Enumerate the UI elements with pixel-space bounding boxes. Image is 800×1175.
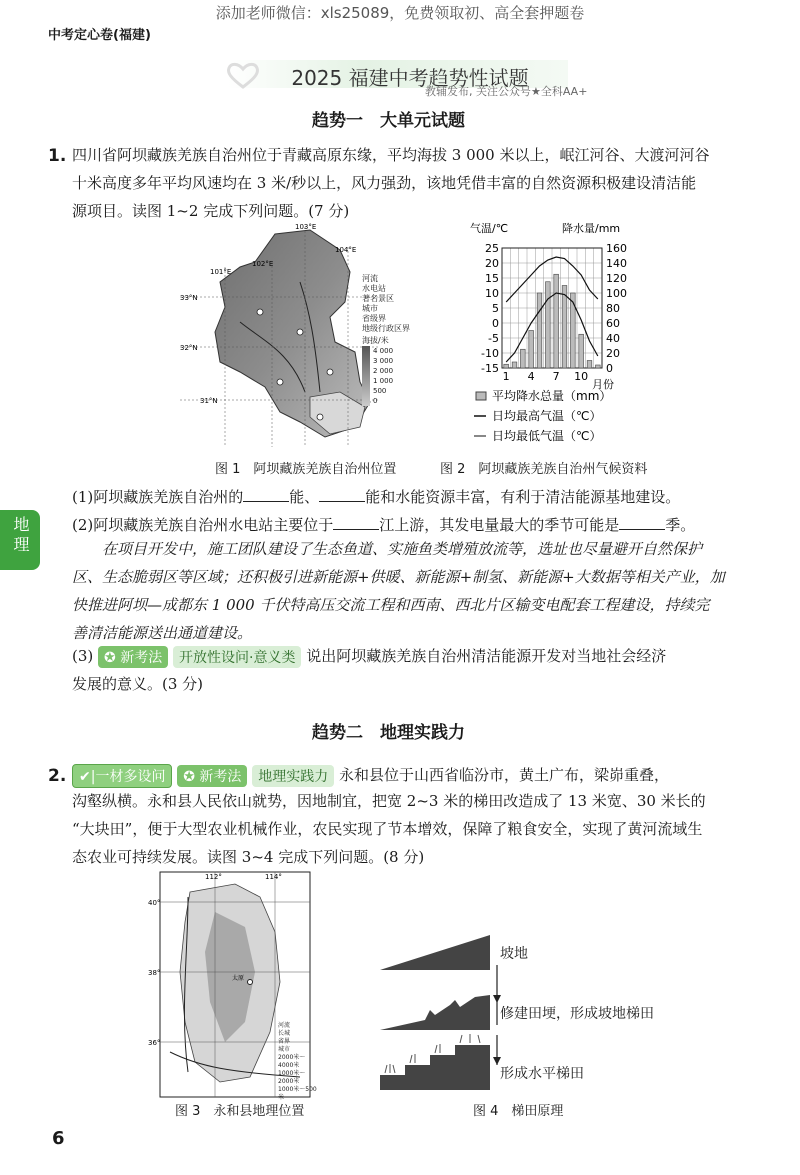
- page-title: 2025 福建中考趋势性试题: [291, 66, 529, 90]
- y-right-tick: 80: [606, 302, 620, 315]
- q1-line: 源项目。读图 1~2 完成下列问题。(7 分): [72, 202, 350, 220]
- legend-city: 城市: [278, 1046, 291, 1053]
- paper-header: 中考定心卷(福建): [48, 28, 151, 43]
- x-tick: 4: [527, 370, 535, 383]
- q2-line: 态农业可持续发展。读图 3~4 完成下列问题。(8 分): [72, 848, 425, 866]
- legend-prefecture-border: 地级行政区界: [362, 324, 410, 333]
- legend-hydropower: 水电站: [362, 284, 386, 293]
- map3-lat-40: 40°: [148, 899, 161, 907]
- q1-sub1-c: 能和水能资源丰富，有利于清洁能源基地建设。: [365, 488, 681, 506]
- x-tick: 10: [574, 370, 589, 383]
- practice-badge: 地理实践力: [252, 765, 334, 787]
- map1-lon-103: 103°E: [295, 223, 317, 231]
- answer-blank[interactable]: [619, 515, 665, 530]
- precip-bar: [546, 282, 551, 368]
- precip-bar: [521, 349, 526, 368]
- subject-tab: [0, 510, 40, 570]
- precip-bar: [529, 331, 534, 369]
- precip-bar: [562, 286, 567, 369]
- q1-sub3-line2: 发展的意义。(3 分): [72, 675, 204, 693]
- material-line: 快推进阿坝—成都东 1 000 千伏特高压交流工程和西南、西北片区输变电配套工程建设，持续完: [72, 596, 710, 614]
- new-method-badge-2: [177, 765, 247, 787]
- q1-line: 四川省阿坝藏族羌族自治州位于青藏高原东缘，平均海拔 3 000 米以上，岷江河谷、大渡河河谷: [72, 146, 710, 164]
- precip-bar: [579, 334, 584, 368]
- q2-stem: [72, 787, 762, 871]
- lightbulb-icon: ✪: [183, 769, 200, 785]
- figure-2-caption: 图 2 阿坝藏族羌族自治州气候资料: [440, 462, 648, 477]
- check-icon: ✔: [79, 769, 91, 785]
- altitude-legend-title: 海拔/米: [362, 336, 389, 345]
- material-line: 在项目开发中，施工团队建设了生态鱼道、实施鱼类增殖放流等，选址也尽量避开自然保护: [102, 540, 703, 558]
- legend-max-temp: 日均最高气温（℃）: [492, 409, 602, 423]
- y-right-tick: 20: [606, 347, 620, 360]
- precip-bar: [512, 362, 517, 368]
- y-left-tick: 20: [485, 257, 499, 270]
- map3-legend: [278, 1022, 318, 1102]
- q2-line1: [72, 764, 669, 788]
- y-right-tick: 160: [606, 242, 627, 255]
- q1-sub2: [72, 514, 695, 535]
- legend-scenic: 著名景区: [362, 294, 394, 303]
- map1-legend: [362, 274, 410, 406]
- precip-bar: [587, 361, 592, 369]
- altitude-value: 0: [373, 397, 378, 405]
- y-left-tick: -15: [481, 362, 499, 375]
- legend-river: 河流: [362, 274, 378, 283]
- figure-4-terrace-diagram: [375, 925, 654, 1095]
- altitude-legend: [362, 346, 410, 406]
- altitude-value: 4 000: [373, 347, 394, 355]
- page-subtitle: 教辅发布, 关注公众号★全科AA+: [425, 85, 588, 98]
- precip-bar: [504, 364, 509, 368]
- q1-sub2-a: (2)阿坝藏族羌族自治州水电站主要位于: [72, 516, 334, 534]
- x-axis-title: 月份: [592, 378, 614, 391]
- map3-lat-36: 36°: [148, 1039, 161, 1047]
- map1-lat-32: 32°N: [180, 344, 198, 352]
- q1-sub2-b: 江上游，其发电量最大的季节可能是: [379, 516, 620, 534]
- lightbulb-icon: ✪: [104, 650, 121, 666]
- heart-icon: [225, 62, 261, 90]
- answer-blank[interactable]: [333, 515, 379, 530]
- new-method-label-2: 新考法: [199, 769, 242, 785]
- multi-question-label: |一材多设问: [90, 769, 166, 785]
- y-left-tick: -5: [488, 332, 499, 345]
- q1-sub1-b: 能、: [289, 488, 320, 506]
- y-right-axis-title: 降水量/mm: [562, 222, 621, 235]
- x-tick: 1: [502, 370, 510, 383]
- material-line: 区、生态脆弱区等区域；还积极引进新能源+供暖、新能源+制氢、新能源+大数据等相关产业，加: [72, 568, 725, 586]
- answer-blank[interactable]: [319, 487, 365, 502]
- legend-river: 河流: [278, 1022, 291, 1029]
- subject-tab-label: 地理: [11, 516, 30, 556]
- q2-line1-text: 永和县位于山西省临汾市，黄土广布，梁峁重叠，: [338, 766, 669, 784]
- y-right-tick: 140: [606, 257, 627, 270]
- section-heading-1: 趋势一 大单元试题: [312, 111, 465, 131]
- question-1-stem: [72, 141, 762, 225]
- q1-sub1: [72, 486, 680, 507]
- precip-bar: [554, 274, 559, 368]
- altitude-values: [373, 346, 393, 406]
- altitude-value: 1 000: [373, 377, 394, 385]
- legend-great-wall: 长城: [278, 1030, 291, 1037]
- question-type-badge: 开放性设问·意义类: [173, 646, 301, 668]
- legend-bar-swatch: [476, 392, 486, 400]
- map1-lat-33: 33°N: [180, 294, 198, 302]
- watermark-text: 添加老师微信：xls25089，免费领取初、高全套押题卷: [215, 4, 585, 22]
- y-left-tick: 10: [485, 287, 499, 300]
- question-number-1: 1.: [48, 146, 67, 166]
- q1-material: [72, 535, 762, 647]
- terrace-label-1: 坡地: [500, 946, 528, 962]
- map1-lon-102: 102°E: [252, 260, 274, 268]
- y-right-tick: 100: [606, 287, 627, 300]
- figure-3-caption: 图 3 永和县地理位置: [175, 1104, 305, 1119]
- altitude-value: 2 000: [373, 367, 394, 375]
- map1-lat-31: 31°N: [200, 397, 218, 405]
- material-line: 善清洁能源送出通道建设。: [72, 624, 253, 642]
- y-right-tick: 120: [606, 272, 627, 285]
- new-method-badge: [98, 646, 168, 668]
- new-method-label: 新考法: [120, 650, 163, 666]
- question-number-2: 2.: [48, 766, 67, 786]
- q2-line: “大块田”，便于大型农业机械作业，农民实现了节本增效，保障了粮食安全，实现了黄河流域生: [72, 820, 703, 838]
- altitude-ramp: [362, 346, 370, 406]
- legend-city: 城市: [362, 304, 378, 313]
- legend-elev: 2000米～4000米: [278, 1054, 306, 1069]
- figure-1-caption: 图 1 阿坝藏族羌族自治州位置: [215, 462, 397, 477]
- figure-4-caption: 图 4 梯田原理: [473, 1104, 564, 1119]
- y-left-axis-title: 气温/℃: [470, 222, 509, 235]
- legend-min-temp: 日均最低气温（℃）: [492, 429, 602, 443]
- figure-3-map: [148, 872, 317, 1101]
- page-number: 6: [52, 1128, 65, 1149]
- precip-bar: [537, 293, 542, 368]
- y-left-tick: 25: [485, 242, 499, 255]
- q1-sub3-prefix: (3): [72, 647, 94, 665]
- map3-lat-38: 38°: [148, 969, 161, 977]
- q1-line: 十米高度多年平均风速均在 3 米/秒以上，风力强劲，该地凭借丰富的自然资源积极建设清洁能: [72, 174, 697, 192]
- slope-terrace-shape: [380, 995, 490, 1030]
- y-left-tick: 5: [492, 302, 499, 315]
- answer-blank[interactable]: [243, 487, 289, 502]
- section-heading-2: 趋势二 地理实践力: [312, 723, 465, 743]
- y-right-tick: 0: [606, 362, 613, 375]
- legend-province-border: 省级界: [362, 314, 386, 323]
- y-left-tick: 0: [492, 317, 499, 330]
- figure-2-climate-chart: [470, 220, 670, 450]
- altitude-value: 3 000: [373, 357, 394, 365]
- q1-sub3-text: 说出阿坝藏族羌族自治州清洁能源开发对当地社会经济: [306, 647, 667, 665]
- y-right-tick: 40: [606, 332, 620, 345]
- terrace-label-2: 修建田埂，形成坡地梯田: [500, 1006, 654, 1022]
- altitude-value: 500: [373, 387, 387, 395]
- y-left-tick: -10: [481, 347, 499, 360]
- x-tick: 7: [552, 370, 560, 383]
- legend-province: 省界: [278, 1038, 291, 1045]
- q1-sub2-c: 季。: [665, 516, 696, 534]
- map1-lon-104: 104°E: [335, 246, 357, 254]
- q1-sub1-a: (1)阿坝藏族羌族自治州的: [72, 488, 244, 506]
- slope-land-shape: [380, 935, 490, 970]
- map1-lon-101: 101°E: [210, 268, 232, 276]
- multi-question-badge: [72, 764, 172, 788]
- q1-sub3: [72, 645, 666, 668]
- map3-city: 太原: [232, 975, 245, 982]
- legend-elev: 1000米～2000米: [278, 1070, 306, 1085]
- q2-line: 沟壑纵横。永和县人民依山就势，因地制宜，把宽 2~3 米的梯田改造成了 13 米宽、30 米长的: [72, 792, 706, 810]
- precip-bar: [596, 365, 601, 368]
- legend-elev: 1000米～500米: [278, 1086, 317, 1101]
- legend-precip: 平均降水总量（mm）: [492, 389, 612, 403]
- y-left-tick: 15: [485, 272, 499, 285]
- y-right-tick: 60: [606, 317, 620, 330]
- map3-lon-114: 114°: [265, 873, 282, 881]
- map3-lon-112: 112°: [205, 873, 222, 881]
- terrace-label-3: 形成水平梯田: [500, 1066, 584, 1082]
- figure-1-map: [180, 222, 410, 452]
